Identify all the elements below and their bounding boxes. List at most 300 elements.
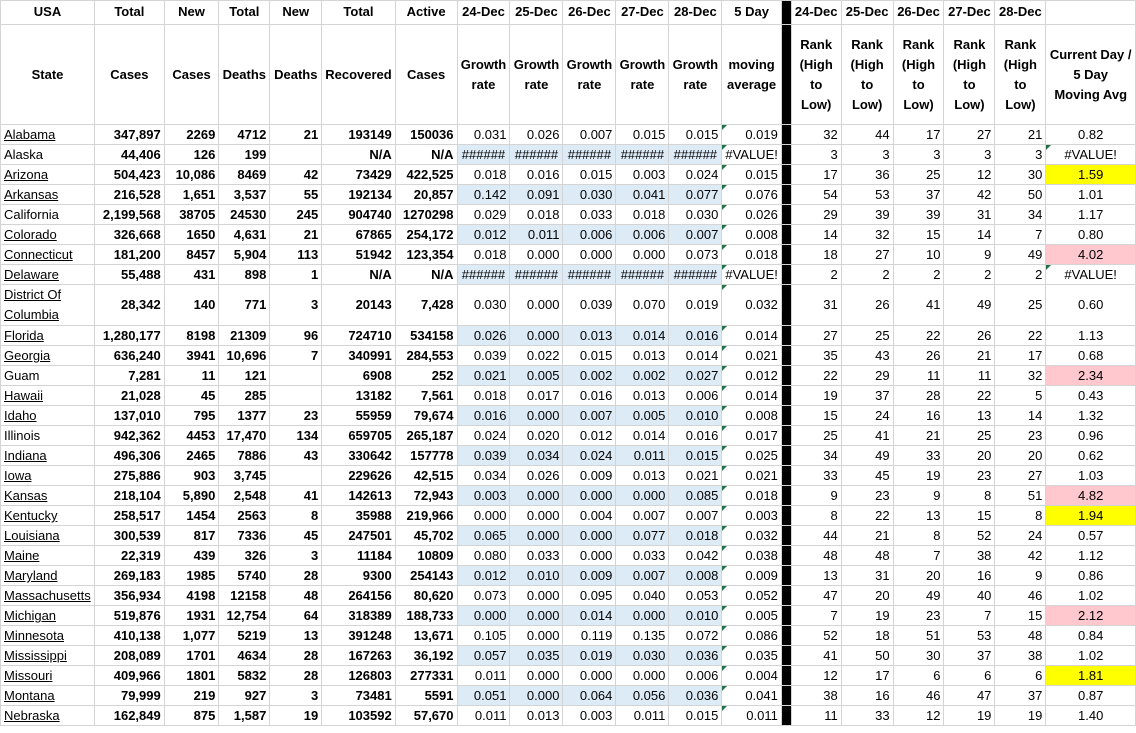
rank-cell[interactable]: 13 <box>791 566 841 586</box>
state-link[interactable]: Indiana <box>4 448 47 463</box>
header-cell[interactable]: moving average <box>722 25 782 125</box>
rank-cell[interactable]: 15 <box>893 225 944 245</box>
growth-rate-cell[interactable]: 0.033 <box>510 546 563 566</box>
new-cases-cell[interactable]: 4453 <box>164 426 219 446</box>
state-link[interactable]: Montana <box>4 688 55 703</box>
header-cell[interactable]: New <box>270 1 322 25</box>
growth-rate-cell[interactable]: 0.005 <box>510 366 563 386</box>
rank-cell[interactable]: 20 <box>995 446 1046 466</box>
total-deaths-cell[interactable]: 121 <box>219 366 270 386</box>
total-cases-cell[interactable]: 942,362 <box>94 426 164 446</box>
growth-rate-cell[interactable]: 0.014 <box>616 426 669 446</box>
total-cases-cell[interactable]: 269,183 <box>94 566 164 586</box>
total-cases-cell[interactable]: 208,089 <box>94 646 164 666</box>
total-deaths-cell[interactable]: 4,631 <box>219 225 270 245</box>
growth-rate-cell[interactable]: 0.002 <box>563 366 616 386</box>
recovered-cell[interactable]: 103592 <box>322 706 395 726</box>
header-cell[interactable]: New <box>164 1 219 25</box>
rank-cell[interactable]: 3 <box>995 145 1046 165</box>
rank-cell[interactable]: 31 <box>791 285 841 326</box>
rank-cell[interactable]: 2 <box>944 265 995 285</box>
new-cases-cell[interactable]: 903 <box>164 466 219 486</box>
moving-average-cell[interactable]: #VALUE! <box>722 265 782 285</box>
recovered-cell[interactable]: 724710 <box>322 326 395 346</box>
growth-rate-cell[interactable]: 0.036 <box>669 646 722 666</box>
growth-rate-cell[interactable]: 0.000 <box>510 626 563 646</box>
current-day-ratio-cell[interactable]: 0.57 <box>1046 526 1136 546</box>
rank-cell[interactable]: 52 <box>944 526 995 546</box>
growth-rate-cell[interactable]: 0.024 <box>457 426 510 446</box>
growth-rate-cell[interactable]: 0.007 <box>563 406 616 426</box>
header-cell[interactable]: Cases <box>164 25 219 125</box>
growth-rate-cell[interactable]: ###### <box>563 145 616 165</box>
growth-rate-cell[interactable]: 0.000 <box>510 666 563 686</box>
active-cases-cell[interactable]: 265,187 <box>395 426 457 446</box>
rank-cell[interactable]: 19 <box>944 706 995 726</box>
moving-average-cell[interactable]: 0.012 <box>722 366 782 386</box>
total-cases-cell[interactable]: 218,104 <box>94 486 164 506</box>
growth-rate-cell[interactable]: 0.000 <box>510 606 563 626</box>
rank-cell[interactable]: 50 <box>841 646 893 666</box>
rank-cell[interactable]: 48 <box>791 546 841 566</box>
rank-cell[interactable]: 49 <box>841 446 893 466</box>
active-cases-cell[interactable]: 252 <box>395 366 457 386</box>
rank-cell[interactable]: 8 <box>995 506 1046 526</box>
growth-rate-cell[interactable]: 0.000 <box>563 486 616 506</box>
rank-cell[interactable]: 30 <box>893 646 944 666</box>
rank-cell[interactable]: 9 <box>995 566 1046 586</box>
total-deaths-cell[interactable]: 7886 <box>219 446 270 466</box>
growth-rate-cell[interactable]: 0.004 <box>563 506 616 526</box>
active-cases-cell[interactable]: 7,428 <box>395 285 457 326</box>
rank-cell[interactable]: 53 <box>944 626 995 646</box>
rank-cell[interactable]: 9 <box>944 245 995 265</box>
header-cell[interactable]: 25-Dec <box>841 1 893 25</box>
state-cell[interactable] <box>1 426 95 446</box>
rank-cell[interactable]: 11 <box>791 706 841 726</box>
new-cases-cell[interactable]: 875 <box>164 706 219 726</box>
rank-cell[interactable]: 12 <box>791 666 841 686</box>
growth-rate-cell[interactable]: 0.000 <box>457 506 510 526</box>
header-cell[interactable]: Rank (High to Low) <box>791 25 841 125</box>
new-cases-cell[interactable]: 45 <box>164 386 219 406</box>
state-cell[interactable] <box>1 506 95 526</box>
rank-cell[interactable]: 23 <box>893 606 944 626</box>
header-cell[interactable]: 26-Dec <box>893 1 944 25</box>
growth-rate-cell[interactable]: ###### <box>563 265 616 285</box>
rank-cell[interactable]: 40 <box>944 586 995 606</box>
state-link[interactable]: Alabama <box>4 127 56 142</box>
growth-rate-cell[interactable]: 0.027 <box>669 366 722 386</box>
state-cell[interactable] <box>1 626 95 646</box>
rank-cell[interactable]: 32 <box>995 366 1046 386</box>
state-cell[interactable] <box>1 686 95 706</box>
state-cell[interactable] <box>1 225 95 245</box>
moving-average-cell[interactable]: 0.035 <box>722 646 782 666</box>
state-link[interactable]: Nebraska <box>4 708 60 723</box>
new-deaths-cell[interactable]: 3 <box>270 686 322 706</box>
growth-rate-cell[interactable]: 0.018 <box>616 205 669 225</box>
growth-rate-cell[interactable]: 0.009 <box>563 466 616 486</box>
rank-cell[interactable]: 18 <box>841 626 893 646</box>
new-cases-cell[interactable]: 795 <box>164 406 219 426</box>
state-cell[interactable] <box>1 245 95 265</box>
rank-cell[interactable]: 34 <box>995 205 1046 225</box>
rank-cell[interactable]: 19 <box>791 386 841 406</box>
growth-rate-cell[interactable]: 0.006 <box>669 666 722 686</box>
growth-rate-cell[interactable]: 0.000 <box>616 606 669 626</box>
growth-rate-cell[interactable]: 0.000 <box>563 526 616 546</box>
state-link[interactable]: Florida <box>4 328 44 343</box>
new-deaths-cell[interactable]: 42 <box>270 165 322 185</box>
state-link[interactable]: Arkansas <box>4 187 59 202</box>
total-deaths-cell[interactable]: 17,470 <box>219 426 270 446</box>
growth-rate-cell[interactable]: 0.010 <box>669 406 722 426</box>
state-cell[interactable] <box>1 526 95 546</box>
moving-average-cell[interactable]: 0.026 <box>722 205 782 225</box>
recovered-cell[interactable]: 340991 <box>322 346 395 366</box>
current-day-ratio-cell[interactable]: 0.80 <box>1046 225 1136 245</box>
header-cell[interactable]: Growth rate <box>616 25 669 125</box>
growth-rate-cell[interactable]: 0.015 <box>669 446 722 466</box>
growth-rate-cell[interactable]: 0.024 <box>669 165 722 185</box>
growth-rate-cell[interactable]: 0.020 <box>510 426 563 446</box>
growth-rate-cell[interactable]: 0.000 <box>510 245 563 265</box>
rank-cell[interactable]: 9 <box>893 486 944 506</box>
growth-rate-cell[interactable]: 0.007 <box>616 506 669 526</box>
active-cases-cell[interactable]: 277331 <box>395 666 457 686</box>
growth-rate-cell[interactable]: 0.000 <box>510 686 563 706</box>
growth-rate-cell[interactable]: 0.018 <box>510 205 563 225</box>
growth-rate-cell[interactable]: 0.077 <box>616 526 669 546</box>
growth-rate-cell[interactable]: 0.011 <box>457 666 510 686</box>
new-cases-cell[interactable]: 439 <box>164 546 219 566</box>
moving-average-cell[interactable]: 0.032 <box>722 526 782 546</box>
growth-rate-cell[interactable]: 0.012 <box>457 225 510 245</box>
growth-rate-cell[interactable]: 0.014 <box>669 346 722 366</box>
growth-rate-cell[interactable]: 0.030 <box>616 646 669 666</box>
total-cases-cell[interactable]: 55,488 <box>94 265 164 285</box>
total-cases-cell[interactable]: 28,342 <box>94 285 164 326</box>
growth-rate-cell[interactable]: 0.042 <box>669 546 722 566</box>
growth-rate-cell[interactable]: 0.011 <box>616 446 669 466</box>
new-cases-cell[interactable]: 1801 <box>164 666 219 686</box>
new-deaths-cell[interactable]: 134 <box>270 426 322 446</box>
new-cases-cell[interactable]: 1,077 <box>164 626 219 646</box>
recovered-cell[interactable]: 55959 <box>322 406 395 426</box>
state-cell[interactable] <box>1 566 95 586</box>
rank-cell[interactable]: 31 <box>944 205 995 225</box>
rank-cell[interactable]: 48 <box>995 626 1046 646</box>
new-deaths-cell[interactable]: 3 <box>270 546 322 566</box>
moving-average-cell[interactable]: 0.021 <box>722 466 782 486</box>
total-deaths-cell[interactable]: 10,696 <box>219 346 270 366</box>
new-deaths-cell[interactable]: 245 <box>270 205 322 225</box>
rank-cell[interactable]: 15 <box>995 606 1046 626</box>
state-cell[interactable] <box>1 406 95 426</box>
new-cases-cell[interactable]: 1,651 <box>164 185 219 205</box>
growth-rate-cell[interactable]: 0.016 <box>669 326 722 346</box>
active-cases-cell[interactable]: 13,671 <box>395 626 457 646</box>
rank-cell[interactable]: 53 <box>841 185 893 205</box>
current-day-ratio-cell[interactable]: 0.84 <box>1046 626 1136 646</box>
rank-cell[interactable]: 30 <box>995 165 1046 185</box>
active-cases-cell[interactable]: 45,702 <box>395 526 457 546</box>
recovered-cell[interactable]: 659705 <box>322 426 395 446</box>
total-cases-cell[interactable]: 636,240 <box>94 346 164 366</box>
rank-cell[interactable]: 36 <box>841 165 893 185</box>
active-cases-cell[interactable]: 188,733 <box>395 606 457 626</box>
growth-rate-cell[interactable]: 0.011 <box>616 706 669 726</box>
growth-rate-cell[interactable]: 0.072 <box>669 626 722 646</box>
growth-rate-cell[interactable]: 0.015 <box>616 125 669 145</box>
moving-average-cell[interactable]: 0.038 <box>722 546 782 566</box>
state-link[interactable]: Kansas <box>4 488 48 503</box>
total-cases-cell[interactable]: 22,319 <box>94 546 164 566</box>
rank-cell[interactable]: 13 <box>944 406 995 426</box>
current-day-ratio-cell[interactable]: 1.02 <box>1046 586 1136 606</box>
moving-average-cell[interactable]: 0.009 <box>722 566 782 586</box>
moving-average-cell[interactable]: 0.017 <box>722 426 782 446</box>
moving-average-cell[interactable]: 0.003 <box>722 506 782 526</box>
growth-rate-cell[interactable]: 0.077 <box>669 185 722 205</box>
total-deaths-cell[interactable]: 5,904 <box>219 245 270 265</box>
header-cell[interactable]: 28-Dec <box>995 1 1046 25</box>
rank-cell[interactable]: 38 <box>791 686 841 706</box>
active-cases-cell[interactable]: 36,192 <box>395 646 457 666</box>
moving-average-cell[interactable]: #VALUE! <box>722 145 782 165</box>
new-cases-cell[interactable]: 11 <box>164 366 219 386</box>
growth-rate-cell[interactable]: 0.008 <box>669 566 722 586</box>
growth-rate-cell[interactable]: 0.034 <box>510 446 563 466</box>
new-deaths-cell[interactable]: 113 <box>270 245 322 265</box>
active-cases-cell[interactable]: 10809 <box>395 546 457 566</box>
current-day-ratio-cell[interactable]: 1.17 <box>1046 205 1136 225</box>
rank-cell[interactable]: 46 <box>995 586 1046 606</box>
moving-average-cell[interactable]: 0.018 <box>722 245 782 265</box>
rank-cell[interactable]: 15 <box>944 506 995 526</box>
new-deaths-cell[interactable]: 64 <box>270 606 322 626</box>
growth-rate-cell[interactable]: 0.005 <box>616 406 669 426</box>
total-deaths-cell[interactable]: 898 <box>219 265 270 285</box>
growth-rate-cell[interactable]: 0.041 <box>616 185 669 205</box>
total-deaths-cell[interactable]: 5832 <box>219 666 270 686</box>
growth-rate-cell[interactable]: 0.003 <box>563 706 616 726</box>
rank-cell[interactable]: 21 <box>841 526 893 546</box>
rank-cell[interactable]: 19 <box>893 466 944 486</box>
rank-cell[interactable]: 27 <box>791 326 841 346</box>
state-cell[interactable] <box>1 446 95 466</box>
rank-cell[interactable]: 8 <box>791 506 841 526</box>
moving-average-cell[interactable]: 0.021 <box>722 346 782 366</box>
growth-rate-cell[interactable]: 0.015 <box>669 706 722 726</box>
new-cases-cell[interactable]: 8457 <box>164 245 219 265</box>
current-day-ratio-cell[interactable]: 0.60 <box>1046 285 1136 326</box>
state-link[interactable]: Massachusetts <box>4 588 91 603</box>
rank-cell[interactable]: 21 <box>995 125 1046 145</box>
rank-cell[interactable]: 7 <box>791 606 841 626</box>
rank-cell[interactable]: 13 <box>893 506 944 526</box>
new-deaths-cell[interactable]: 23 <box>270 406 322 426</box>
recovered-cell[interactable]: N/A <box>322 265 395 285</box>
current-day-ratio-cell[interactable]: 0.96 <box>1046 426 1136 446</box>
growth-rate-cell[interactable]: 0.019 <box>563 646 616 666</box>
recovered-cell[interactable]: 73429 <box>322 165 395 185</box>
current-day-ratio-cell[interactable]: 1.03 <box>1046 466 1136 486</box>
current-day-ratio-cell[interactable]: 1.94 <box>1046 506 1136 526</box>
growth-rate-cell[interactable]: 0.007 <box>669 506 722 526</box>
current-day-ratio-cell[interactable]: 0.62 <box>1046 446 1136 466</box>
growth-rate-cell[interactable]: 0.030 <box>457 285 510 326</box>
growth-rate-cell[interactable]: 0.016 <box>457 406 510 426</box>
growth-rate-cell[interactable]: 0.011 <box>510 225 563 245</box>
growth-rate-cell[interactable]: 0.057 <box>457 646 510 666</box>
rank-cell[interactable]: 50 <box>995 185 1046 205</box>
active-cases-cell[interactable]: 42,515 <box>395 466 457 486</box>
current-day-ratio-cell[interactable]: 0.82 <box>1046 125 1136 145</box>
rank-cell[interactable]: 31 <box>841 566 893 586</box>
total-deaths-cell[interactable]: 4634 <box>219 646 270 666</box>
growth-rate-cell[interactable]: 0.030 <box>669 205 722 225</box>
growth-rate-cell[interactable]: 0.000 <box>616 245 669 265</box>
rank-cell[interactable]: 17 <box>791 165 841 185</box>
active-cases-cell[interactable]: 79,674 <box>395 406 457 426</box>
recovered-cell[interactable]: 142613 <box>322 486 395 506</box>
rank-cell[interactable]: 34 <box>791 446 841 466</box>
growth-rate-cell[interactable]: 0.053 <box>669 586 722 606</box>
growth-rate-cell[interactable]: 0.033 <box>616 546 669 566</box>
growth-rate-cell[interactable]: 0.007 <box>563 125 616 145</box>
growth-rate-cell[interactable]: 0.014 <box>563 606 616 626</box>
rank-cell[interactable]: 39 <box>841 205 893 225</box>
growth-rate-cell[interactable]: 0.000 <box>510 486 563 506</box>
rank-cell[interactable]: 3 <box>841 145 893 165</box>
state-link[interactable]: Michigan <box>4 608 57 623</box>
new-cases-cell[interactable]: 219 <box>164 686 219 706</box>
growth-rate-cell[interactable]: 0.007 <box>616 566 669 586</box>
active-cases-cell[interactable]: 20,857 <box>395 185 457 205</box>
rank-cell[interactable]: 14 <box>944 225 995 245</box>
rank-cell[interactable]: 2 <box>893 265 944 285</box>
rank-cell[interactable]: 23 <box>841 486 893 506</box>
rank-cell[interactable]: 22 <box>944 386 995 406</box>
new-cases-cell[interactable]: 4198 <box>164 586 219 606</box>
growth-rate-cell[interactable]: 0.015 <box>669 125 722 145</box>
rank-cell[interactable]: 18 <box>791 245 841 265</box>
header-cell[interactable]: 27-Dec <box>944 1 995 25</box>
current-day-ratio-cell[interactable]: 0.87 <box>1046 686 1136 706</box>
rank-cell[interactable]: 11 <box>893 366 944 386</box>
current-day-ratio-cell[interactable]: 1.40 <box>1046 706 1136 726</box>
state-cell[interactable] <box>1 486 95 506</box>
state-cell[interactable] <box>1 466 95 486</box>
growth-rate-cell[interactable]: 0.006 <box>563 225 616 245</box>
growth-rate-cell[interactable]: 0.000 <box>510 506 563 526</box>
current-day-ratio-cell[interactable]: #VALUE! <box>1046 265 1136 285</box>
rank-cell[interactable]: 26 <box>841 285 893 326</box>
current-day-ratio-cell[interactable]: 4.02 <box>1046 245 1136 265</box>
total-cases-cell[interactable]: 496,306 <box>94 446 164 466</box>
header-cell[interactable]: Recovered <box>322 25 395 125</box>
total-deaths-cell[interactable]: 12,754 <box>219 606 270 626</box>
total-cases-cell[interactable]: 275,886 <box>94 466 164 486</box>
growth-rate-cell[interactable]: 0.073 <box>669 245 722 265</box>
header-cell[interactable]: State <box>1 25 95 125</box>
growth-rate-cell[interactable]: 0.070 <box>616 285 669 326</box>
rank-cell[interactable]: 22 <box>791 366 841 386</box>
total-deaths-cell[interactable]: 1377 <box>219 406 270 426</box>
header-cell[interactable]: 24-Dec <box>791 1 841 25</box>
active-cases-cell[interactable]: 157778 <box>395 446 457 466</box>
recovered-cell[interactable]: 9300 <box>322 566 395 586</box>
recovered-cell[interactable]: 193149 <box>322 125 395 145</box>
header-cell[interactable]: Current Day / 5 Day Moving Avg <box>1046 25 1136 125</box>
rank-cell[interactable]: 24 <box>841 406 893 426</box>
rank-cell[interactable]: 49 <box>893 586 944 606</box>
new-cases-cell[interactable]: 10,086 <box>164 165 219 185</box>
active-cases-cell[interactable]: 72,943 <box>395 486 457 506</box>
new-cases-cell[interactable]: 140 <box>164 285 219 326</box>
growth-rate-cell[interactable]: 0.034 <box>457 466 510 486</box>
header-cell[interactable]: Deaths <box>270 25 322 125</box>
growth-rate-cell[interactable]: 0.000 <box>616 666 669 686</box>
total-cases-cell[interactable]: 216,528 <box>94 185 164 205</box>
total-deaths-cell[interactable]: 12158 <box>219 586 270 606</box>
total-deaths-cell[interactable]: 2563 <box>219 506 270 526</box>
rank-cell[interactable]: 3 <box>944 145 995 165</box>
header-cell[interactable]: 5 Day <box>722 1 782 25</box>
state-cell[interactable] <box>1 125 95 145</box>
growth-rate-cell[interactable]: ###### <box>510 145 563 165</box>
total-deaths-cell[interactable]: 326 <box>219 546 270 566</box>
growth-rate-cell[interactable]: ###### <box>457 265 510 285</box>
new-deaths-cell[interactable]: 28 <box>270 646 322 666</box>
growth-rate-cell[interactable]: 0.035 <box>510 646 563 666</box>
recovered-cell[interactable]: 11184 <box>322 546 395 566</box>
growth-rate-cell[interactable]: ###### <box>616 145 669 165</box>
growth-rate-cell[interactable]: 0.000 <box>563 245 616 265</box>
state-cell[interactable] <box>1 285 95 326</box>
recovered-cell[interactable]: 20143 <box>322 285 395 326</box>
growth-rate-cell[interactable]: ###### <box>669 145 722 165</box>
rank-cell[interactable]: 29 <box>791 205 841 225</box>
state-link[interactable]: Louisiana <box>4 528 60 543</box>
header-cell[interactable]: 27-Dec <box>616 1 669 25</box>
growth-rate-cell[interactable]: 0.018 <box>457 386 510 406</box>
recovered-cell[interactable]: 6908 <box>322 366 395 386</box>
rank-cell[interactable]: 6 <box>893 666 944 686</box>
recovered-cell[interactable]: 67865 <box>322 225 395 245</box>
state-link[interactable]: Mississippi <box>4 648 67 663</box>
new-deaths-cell[interactable]: 21 <box>270 225 322 245</box>
growth-rate-cell[interactable]: 0.021 <box>669 466 722 486</box>
state-link[interactable]: Delaware <box>4 267 59 282</box>
new-deaths-cell[interactable]: 8 <box>270 506 322 526</box>
rank-cell[interactable]: 3 <box>791 145 841 165</box>
growth-rate-cell[interactable]: ###### <box>457 145 510 165</box>
growth-rate-cell[interactable]: 0.051 <box>457 686 510 706</box>
total-deaths-cell[interactable]: 199 <box>219 145 270 165</box>
current-day-ratio-cell[interactable]: 1.01 <box>1046 185 1136 205</box>
growth-rate-cell[interactable]: 0.015 <box>563 165 616 185</box>
rank-cell[interactable]: 21 <box>893 426 944 446</box>
growth-rate-cell[interactable]: 0.119 <box>563 626 616 646</box>
rank-cell[interactable]: 37 <box>944 646 995 666</box>
header-cell[interactable]: Cases <box>94 25 164 125</box>
rank-cell[interactable]: 27 <box>841 245 893 265</box>
growth-rate-cell[interactable]: 0.024 <box>563 446 616 466</box>
recovered-cell[interactable]: 247501 <box>322 526 395 546</box>
